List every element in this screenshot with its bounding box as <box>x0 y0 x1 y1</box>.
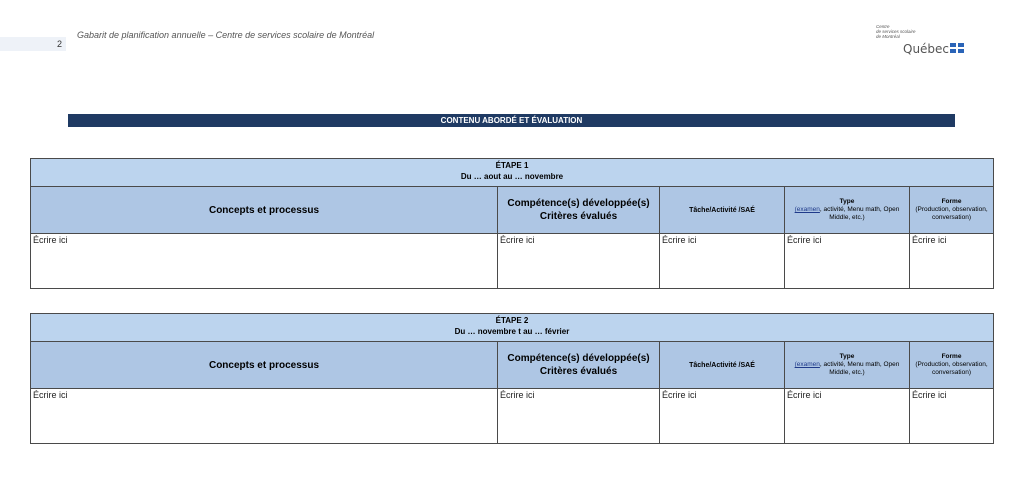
col-competence-line-1: Compétence(s) développée(s) <box>507 198 650 209</box>
col-type-title: Type <box>839 353 855 360</box>
cell-concepts[interactable]: Écrire ici <box>31 234 498 289</box>
cell-competence[interactable]: Écrire ici <box>498 389 660 444</box>
col-competence-line-2: Critères évalués <box>539 366 618 377</box>
col-tache: Tâche/Activité /SAÉ <box>660 342 785 389</box>
col-type <box>785 342 910 389</box>
col-type-title: Type <box>839 198 855 205</box>
cell-competence[interactable]: Écrire ici <box>498 234 660 289</box>
quebec-logo <box>876 24 966 58</box>
cell-type[interactable]: Écrire ici <box>785 389 910 444</box>
col-type-desc <box>785 361 909 377</box>
logo-line-1: Centre <box>876 24 890 29</box>
document-title: Gabarit de planification annuelle – Centre de services scolaire de Montréal <box>77 30 375 40</box>
etape-2-title: ÉTAPE 2 <box>495 316 529 325</box>
cell-type[interactable]: Écrire ici <box>785 234 910 289</box>
col-forme-desc: (Production, observation, conversation) <box>915 206 988 221</box>
logo-line-2: de services scolaire <box>876 29 916 34</box>
col-concepts: Concepts et processus <box>31 187 498 234</box>
etape-1-period: Du … aout au … novembre <box>460 172 564 181</box>
etape-2-period: Du … novembre t au … février <box>454 327 570 336</box>
col-tache: Tâche/Activité /SAÉ <box>660 187 785 234</box>
etape-2-header <box>31 314 994 342</box>
quebec-flag-icon <box>950 43 964 53</box>
etape-1-title: ÉTAPE 1 <box>495 161 529 170</box>
col-forme-title: Forme <box>941 353 962 360</box>
col-type-rest: , activité, Menu math, Open Middle, etc.) <box>819 361 900 376</box>
col-forme-desc: (Production, observation, conversation) <box>915 361 988 376</box>
section-banner: CONTENU ABORDÉ ET ÉVALUATION <box>68 114 955 127</box>
cell-concepts[interactable]: Écrire ici <box>31 389 498 444</box>
cell-forme[interactable]: Écrire ici <box>910 389 994 444</box>
col-competence <box>498 342 660 389</box>
col-forme <box>910 187 994 234</box>
col-type-link: (examen <box>794 361 820 368</box>
etape-1-table <box>30 158 994 289</box>
col-type-desc <box>785 206 909 222</box>
col-competence-line-1: Compétence(s) développée(s) <box>507 353 650 364</box>
etape-1-header <box>31 159 994 187</box>
logo-line-3: de Montréal <box>876 34 900 39</box>
etape-2-table <box>30 313 994 444</box>
col-type-rest: , activité, Menu math, Open Middle, etc.) <box>819 206 900 221</box>
cell-forme[interactable]: Écrire ici <box>910 234 994 289</box>
cell-tache[interactable]: Écrire ici <box>660 234 785 289</box>
col-competence-line-2: Critères évalués <box>539 211 618 222</box>
col-forme-title: Forme <box>941 198 962 205</box>
col-concepts: Concepts et processus <box>31 342 498 389</box>
col-type-link: (examen <box>794 206 820 213</box>
col-type <box>785 187 910 234</box>
page-number: 2 <box>0 37 66 51</box>
logo-brand: Québec <box>903 42 950 56</box>
col-forme <box>910 342 994 389</box>
cell-tache[interactable]: Écrire ici <box>660 389 785 444</box>
col-competence <box>498 187 660 234</box>
